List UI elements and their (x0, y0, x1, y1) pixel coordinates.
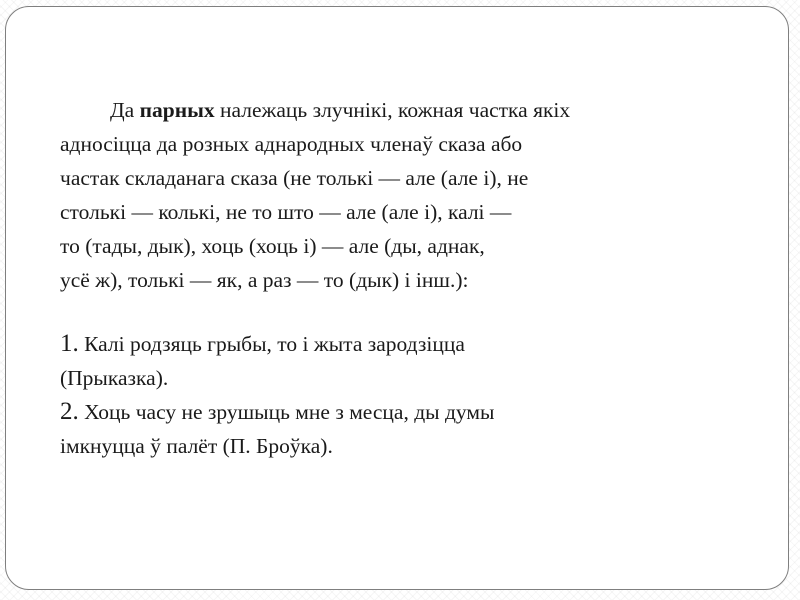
slide-content (60, 93, 760, 463)
intro-suffix: належаць злучнікі, кожная частка якіх (214, 98, 571, 122)
slide-frame (5, 6, 789, 590)
example-1 (60, 327, 760, 395)
example-2 (60, 395, 760, 463)
example-2-line-1 (60, 395, 760, 429)
example-1-line-1 (60, 327, 760, 361)
example-1-text: Калі родзяць грыбы, то і жыта зародзіцца (78, 332, 465, 356)
paragraph-gap (60, 297, 760, 327)
intro-line-5: то (тады, дык), хоць (хоць і) — але (ды, аднак, (60, 234, 485, 258)
example-2-number: 2. (60, 398, 79, 425)
intro-line-1 (60, 93, 760, 127)
intro-prefix: Да (110, 98, 140, 122)
intro-line-3: частак складанага сказа (не толькі — але (але і), не (60, 166, 529, 190)
intro-line-6: усё ж), толькі — як, а раз — то (дык) і інш.): (60, 268, 469, 292)
example-1-number: 1. (60, 330, 79, 357)
intro-bold-term: парных (139, 98, 215, 122)
example-2-text: Хоць часу не зрушыць мне з месца, ды думы (78, 400, 495, 424)
intro-line-2: адносіцца да розных аднародных членаў сказа або (60, 132, 523, 156)
example-2-line-2: імкнуцца ў палёт (П. Броўка). (60, 434, 333, 458)
example-1-line-2: (Прыказка). (60, 366, 169, 390)
intro-line-4: столькі — колькі, не то што — але (але і), калі — (60, 200, 512, 224)
intro-paragraph (60, 93, 760, 297)
